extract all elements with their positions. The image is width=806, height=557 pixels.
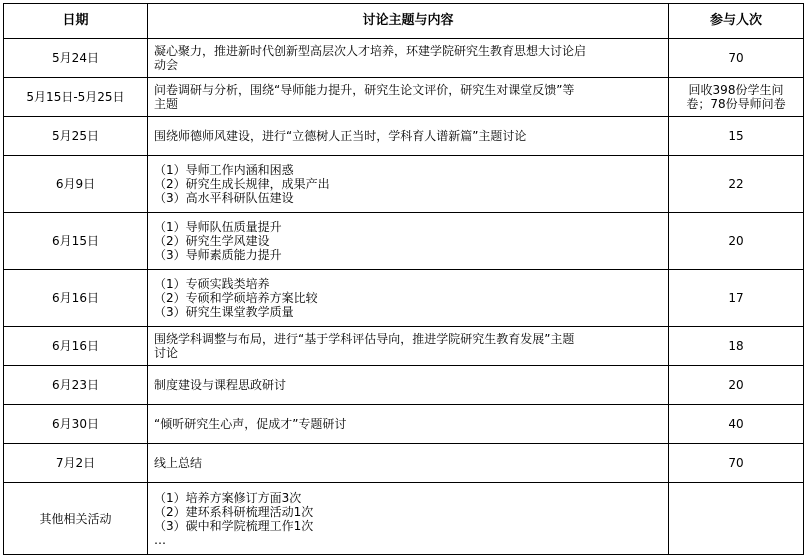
count-line: 20 bbox=[728, 234, 744, 248]
count-cell bbox=[669, 78, 804, 117]
count-cell bbox=[669, 156, 804, 213]
count-line: 20 bbox=[728, 378, 744, 392]
topic-line: （3）导师素质能力提升 bbox=[154, 248, 282, 262]
topic-cell bbox=[148, 117, 669, 156]
table-row bbox=[4, 270, 804, 327]
topic-line: （1）专硕实践类培养 bbox=[154, 277, 270, 291]
count-cell bbox=[669, 366, 804, 405]
count-line: 17 bbox=[728, 291, 744, 305]
count-line: 回收398份学生问 bbox=[688, 83, 784, 97]
topic-line: （3）碳中和学院梳理工作1次 bbox=[154, 518, 314, 533]
topic-cell bbox=[148, 270, 669, 327]
table-row bbox=[4, 366, 804, 405]
topic-cell bbox=[148, 405, 669, 444]
date-cell: 6月23日 bbox=[4, 366, 148, 405]
count-cell bbox=[669, 405, 804, 444]
topic-line: 凝心聚力，推进新时代创新型高层次人才培养，环建学院研究生教育思想大讨论启 bbox=[154, 44, 587, 58]
count-line: 18 bbox=[728, 339, 744, 353]
count-cell bbox=[669, 444, 804, 483]
date-cell: 6月30日 bbox=[4, 405, 148, 444]
date-cell: 5月25日 bbox=[4, 117, 148, 156]
table-row bbox=[4, 327, 804, 366]
header-topic: 讨论主题与内容 bbox=[148, 4, 669, 39]
table-row bbox=[4, 213, 804, 270]
topic-cell bbox=[148, 39, 669, 78]
topic-line: “倾听研究生心声，促成才”专题研讨 bbox=[154, 417, 347, 431]
topic-line: （3）研究生课堂教学质量 bbox=[154, 305, 294, 319]
count-cell bbox=[669, 213, 804, 270]
table-row bbox=[4, 444, 804, 483]
table-row bbox=[4, 483, 804, 555]
topic-line: （1）导师工作内涵和困惑 bbox=[154, 163, 294, 177]
topic-cell bbox=[148, 444, 669, 483]
topic-line: 制度建设与课程思政研讨 bbox=[154, 378, 287, 392]
date-cell: 6月15日 bbox=[4, 213, 148, 270]
topic-line: 问卷调研与分析，围绕“导师能力提升，研究生论文评价，研究生对课堂反馈”等 bbox=[154, 83, 575, 97]
date-cell: 其他相关活动 bbox=[4, 483, 148, 555]
topic-cell bbox=[148, 483, 669, 555]
count-cell bbox=[669, 270, 804, 327]
header-date: 日期 bbox=[4, 4, 148, 39]
table-row bbox=[4, 39, 804, 78]
date-cell: 5月24日 bbox=[4, 39, 148, 78]
topic-line: 讨论 bbox=[154, 346, 179, 360]
header-row bbox=[4, 4, 804, 39]
topic-line: 主题 bbox=[154, 97, 179, 111]
topic-line: （2）研究生学风建设 bbox=[154, 234, 270, 248]
topic-line: （2）建环系科研梳理活动1次 bbox=[154, 504, 314, 519]
count-line: 70 bbox=[728, 51, 744, 65]
date-cell: 6月16日 bbox=[4, 270, 148, 327]
table-row bbox=[4, 405, 804, 444]
date-cell: 6月9日 bbox=[4, 156, 148, 213]
count-cell bbox=[669, 39, 804, 78]
date-cell: 7月2日 bbox=[4, 444, 148, 483]
topic-line: （1）导师队伍质量提升 bbox=[154, 220, 282, 234]
topic-cell bbox=[148, 78, 669, 117]
topic-line: 围绕学科调整与布局，进行“基于学科评估导向，推进学院研究生教育发展”主题 bbox=[154, 332, 575, 346]
topic-cell bbox=[148, 327, 669, 366]
header-count: 参与人次 bbox=[669, 4, 804, 39]
table-row bbox=[4, 156, 804, 213]
count-cell bbox=[669, 327, 804, 366]
topic-line: 线上总结 bbox=[154, 456, 203, 470]
date-cell: 6月16日 bbox=[4, 327, 148, 366]
count-cell bbox=[669, 483, 804, 555]
count-line: 70 bbox=[728, 456, 744, 470]
topic-line: （1）培养方案修订方面3次 bbox=[154, 490, 302, 505]
count-cell bbox=[669, 117, 804, 156]
topic-line: （3）高水平科研队伍建设 bbox=[154, 191, 294, 205]
count-line: 22 bbox=[728, 177, 744, 191]
topic-line: （2）研究生成长规律，成果产出 bbox=[154, 177, 330, 191]
topic-cell bbox=[148, 213, 669, 270]
topic-cell bbox=[148, 156, 669, 213]
topic-line: （2）专硕和学硕培养方案比较 bbox=[154, 291, 318, 305]
date-cell: 5月15日-5月25日 bbox=[4, 78, 148, 117]
discussion-table bbox=[3, 3, 804, 555]
topic-line: … bbox=[154, 532, 166, 547]
topic-line: 动会 bbox=[154, 58, 179, 72]
count-line: 40 bbox=[728, 417, 744, 431]
table-row bbox=[4, 117, 804, 156]
count-line: 15 bbox=[728, 129, 744, 143]
topic-cell bbox=[148, 366, 669, 405]
table-row bbox=[4, 78, 804, 117]
count-line: 卷；78份导师问卷 bbox=[686, 97, 786, 111]
topic-line: 围绕师德师风建设，进行“立德树人正当时，学科育人谱新篇”主题讨论 bbox=[154, 129, 527, 143]
